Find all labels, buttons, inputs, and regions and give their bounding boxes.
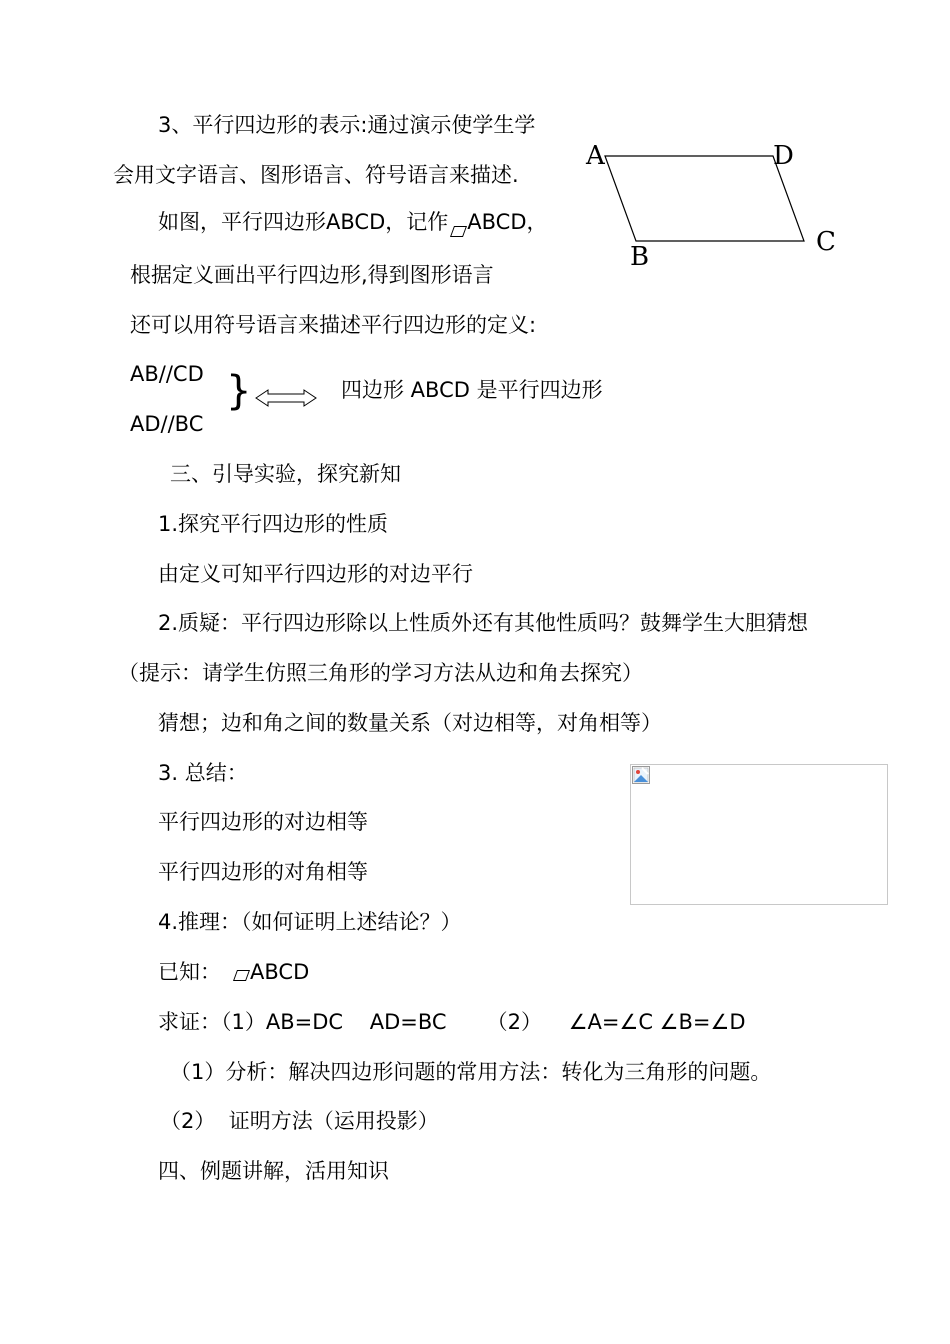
parallelogram-symbol-icon <box>233 970 250 981</box>
section-three-heading: 三、引导实验，探究新知 <box>170 462 401 486</box>
parallelogram-symbol-icon <box>450 226 467 237</box>
item-2-conjecture: 猜想；边和角之间的数量关系（对边相等，对角相等） <box>158 711 662 735</box>
graphic-language-line: 根据定义画出平行四边形,得到图形语言 <box>130 263 494 287</box>
vertex-label-c: C <box>816 227 836 257</box>
item-3-heading: 3. 总结： <box>158 761 248 785</box>
vertex-label-a: A <box>586 141 605 171</box>
item-2-hint: （提示：请学生仿照三角形的学习方法从边和角去探究） <box>118 661 643 685</box>
analysis-line: （1）分析：解决四边形问题的常用方法：转化为三角形的问题。 <box>170 1060 772 1084</box>
section-four-heading: 四、例题讲解，活用知识 <box>158 1159 389 1183</box>
item-1-heading: 1.探究平行四边形的性质 <box>158 512 389 536</box>
vertex-label-d: D <box>773 141 794 171</box>
vertex-label-b: B <box>630 242 650 272</box>
item-1-text: 由定义可知平行四边形的对边平行 <box>158 562 473 586</box>
double-arrow-icon <box>254 388 318 408</box>
broken-image-icon <box>632 766 650 784</box>
parallelogram-figure <box>580 138 840 273</box>
prove-line: 求证：（1）AB=DC AD=BC （2） ∠A=∠C ∠B=∠D <box>158 1010 746 1034</box>
summary-opposite-angles: 平行四边形的对角相等 <box>158 860 368 884</box>
item-2-question: 2.质疑：平行四边形除以上性质外还有其他性质吗？鼓舞学生大胆猜想 <box>158 611 809 635</box>
condition-ab-cd: AB//CD <box>130 362 204 386</box>
item-4-heading: 4.推理：（如何证明上述结论？） <box>158 910 462 934</box>
symbol-language-line: 还可以用符号语言来描述平行四边形的定义: <box>130 313 537 337</box>
notation-line <box>158 208 548 237</box>
section-3-title-line1: 3、平行四边形的表示:通过演示使学生学 <box>158 113 536 137</box>
proof-method-line: （2） 证明方法（运用投影） <box>160 1109 439 1133</box>
summary-opposite-sides: 平行四边形的对边相等 <box>158 810 368 834</box>
image-placeholder <box>630 764 888 905</box>
given-line <box>158 958 309 986</box>
notation-text: 如图，平行四边形ABCD，记作 <box>158 210 449 234</box>
condition-ad-bc: AD//BC <box>130 412 204 436</box>
notation-abcd: ABCD， <box>467 210 548 234</box>
given-label: 已知： <box>158 960 221 984</box>
definition-result: 四边形 ABCD 是平行四边形 <box>341 378 603 402</box>
brace-symbol: } <box>226 368 252 414</box>
section-3-title-line2: 会用文字语言、图形语言、符号语言来描述. <box>113 163 519 187</box>
given-value: ABCD <box>250 960 310 984</box>
